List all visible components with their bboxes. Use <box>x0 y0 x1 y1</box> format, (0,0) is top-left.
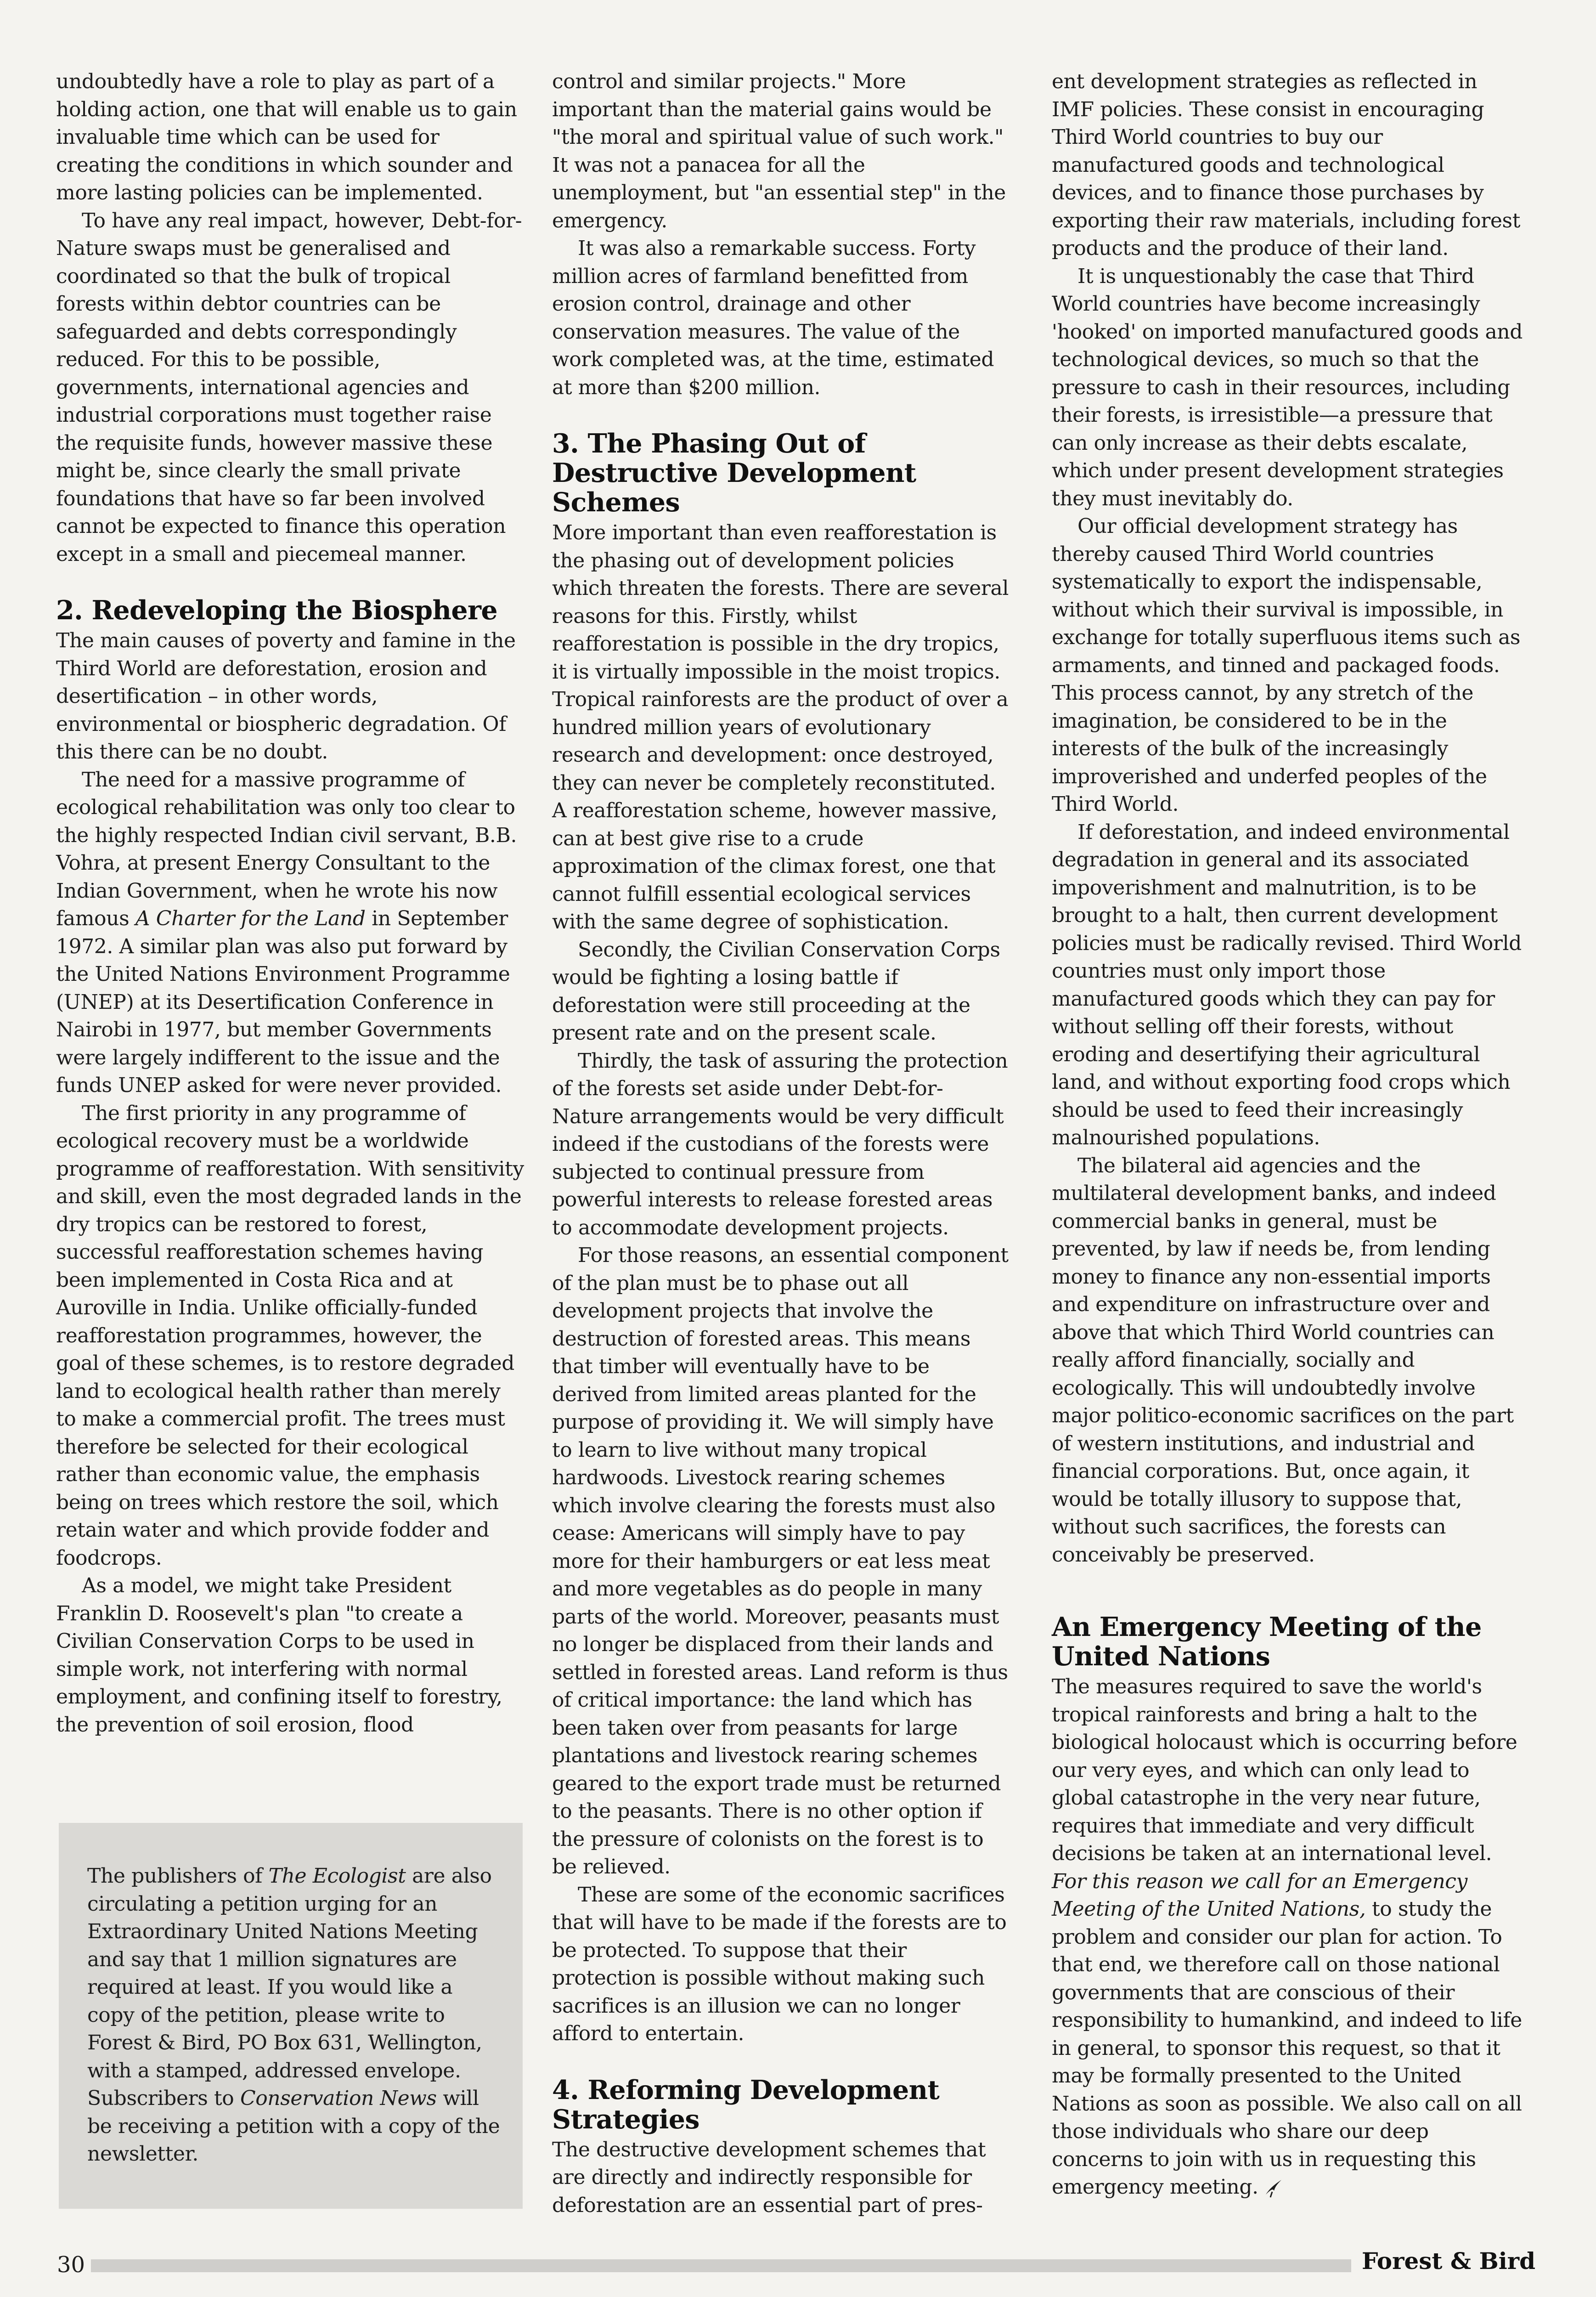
paragraph-essential-component: For those reasons, an essential component of the plan must be to phase out all development projects that involve the destruction of forested areas. This means that timber will eventually have to be derived from limited areas planted for the purpose of providing it. We will simply have to learn to live without many tropical hardwoods. Livestock rearing schemes which involve clearing the forests must also cease: Americans will simply have to pay more for their hamburgers or eat less meat and more vegetables as do people in many parts of the world. Moreover, peasants must no longer be displaced from their lands and settled in forested areas. Land reform is thus of critical importance: the land which has been taken over from peasants for large plantations and livestock rearing schemes geared to the export trade must be returned to the peasants. There is no other option if the pressure of colonists on the forest is to be relieved. <box>552 1244 1009 1878</box>
publication-title: The Ecologist <box>268 1864 406 1888</box>
paragraph-halt-deforestation: If deforestation, and indeed environmental degradation in general and its associated impoverishment and malnutrition, is to be brought to a halt, then current development policies must be radically revised. Third World countries must only import those manufactured goods which they can pay for without selling off their forests, without eroding and desertifying their agricultural land, and without exporting food crops which should be used to feed their increasingly malnourished populations. <box>1052 820 1522 1149</box>
heading-reforming-strategies: 4. Reforming Development Strategies <box>552 2074 940 2135</box>
text-run: are also circulating a petition urging for an Extraordinary United Nations Meeting and say that 1 million signatures are required at least. If you would like a copy of the petition, please write to Forest & Bird, PO Box 631, Wellington, with a stamped, addressed envelope. Subscribers to <box>87 1864 492 2110</box>
text-run: in September 1972. A similar plan was also put forward by the United Nations Environment Programme (UNEP) at its Desertification Conference in Nairobi in 1977, but member Governments were largely indifferent to the issue and the funds UNEP asked for were never provided. <box>56 907 510 1097</box>
heading-phasing-out: 3. The Phasing Out of Destructive Development Schemes <box>552 428 916 518</box>
paragraph-hooked: It is unquestionably the case that Third World countries have become increasingly 'hooked' on imported manufactured goods and technological devices, so much so that the pressure to cash in their resources, including their forests, is irresistible—a pressure that can only increase as their debts escalate, which under present development strategies they must inevitably do. <box>1052 264 1523 510</box>
paragraph-official-strategy: Our official development strategy has thereby caused Third World countries systematically to export the indispensable, without which their survival is impossible, in exchange for totally superfluous items such as armaments, and tinned and packaged foods. This process cannot, by any stretch of the imagination, be considered to be in the interests of the bulk of the increasingly improverished and underfed peoples of the Third World. <box>1052 515 1521 816</box>
text-run: The publishers of <box>87 1864 269 1888</box>
publication-brand: Forest & Bird <box>1362 2247 1536 2274</box>
footer-rule <box>91 2259 1351 2272</box>
paragraph-economic-sacrifices: These are some of the economic sacrifices that will have to be made if the forests are to be protected. To suppose that their protection is possible without making such sacrifices is an illusion we can no longer afford to entertain. <box>552 1883 1007 2045</box>
text-run: The measures required to save the world's tropical rainforests and bring a halt to the biological holocaust which is occurring before our very eyes, and which can only lead to global catastrophe in the very near future, requires that immediate and very difficult decisions be taken at an international level. <box>1052 1675 1517 1865</box>
paragraph-first-priority: The first priority in any programme of ecological recovery must be a worldwide programme of reafforestation. With sensitivity and skill, even the most degraded lands in the dry tropics can be restored to forest, successful reafforestation schemes having been implemented in Costa Rica and at Auroville in India. Unlike officially-funded reafforestation programmes, however, the goal of these schemes, is to restore degraded land to ecological health rather than merely to make a commercial profit. The trees must therefore be selected for their ecological rather than economic value, the emphasis being on trees which restore the soil, which retain water and which provide fodder and foodcrops. <box>56 1101 524 1570</box>
column-3 <box>1052 68 1525 2201</box>
paragraph-massive-programme <box>56 766 524 1100</box>
paragraph-phasing-out: More important than even reafforestation is the phasing out of development policies which threaten the forests. There are several reasons for this. Firstly, whilst reafforestation is possible in the dry tropics, it is virtually impossible in the moist tropics. Tropical rainforests are the product of over a hundred million years of evolutionary research and development: once destroyed, they can never be completely reconstituted. A reafforestation scheme, however massive, can at best give rise to a crude approximation of the climax forest, one that cannot fulfill essential ecological services with the same degree of sophistication. <box>552 521 1009 934</box>
book-title: A Charter for the Land <box>135 907 366 930</box>
paragraph-roosevelt-model: As a model, we might take President Franklin D. Roosevelt's plan "to create a Civilian Conservation Corps to be used in simple work, not interfering with normal employment, and confining itself to forestry, the prevention of soil erosion, flood <box>56 1574 502 1737</box>
text-run: will be receiving a petition with a copy of the newsletter. <box>87 2087 500 2166</box>
page-number: 30 <box>57 2252 85 2278</box>
paragraph-measures-required <box>1052 1673 1525 2201</box>
publication-title: Conservation News <box>240 2087 437 2110</box>
paragraph-thirdly: Thirdly, the task of assuring the protection of the forests set aside under Debt-for-Nature arrangements would be very difficult indeed if the custodians of the forests were subjected to continual pressure from powerful interests to release forested areas to accommodate development projects. <box>552 1049 1008 1239</box>
text-run: The need for a massive programme of ecological rehabilitation was only too clear to the highly respected Indian civil servant, B.B. Vohra, at present Energy Consultant to the Indian Government, when he wrote his now famous <box>56 768 517 930</box>
petition-sidebar-box <box>59 1823 523 2209</box>
paragraph-destructive-schemes: The destructive development schemes that are directly and indirectly responsible for deforestation are an essential part of pres- <box>552 2138 986 2217</box>
heading-redeveloping-biosphere: 2. Redeveloping the Biosphere <box>56 595 498 626</box>
heading-emergency-meeting: An Emergency Meeting of the United Nations <box>1052 1612 1482 1672</box>
emphasis-text: For this reason we call for an Emergency Meeting of the United Nations, <box>1052 1869 1467 1921</box>
paragraph-remarkable-success: It was also a remarkable success. Forty million acres of farmland benefitted from erosion control, drainage and other conservation measures. The value of the work completed was, at the time, estimated at more than $200 million. <box>552 237 994 399</box>
paragraph-secondly: Secondly, the Civilian Conservation Corps would be fighting a losing battle if deforestation were still proceeding at the present rate and on the present scale. <box>552 938 1000 1045</box>
sidebar-text <box>87 1862 501 2168</box>
paragraph-imf-policies: ent development strategies as reflected in IMF policies. These consist in encouraging Third World countries to buy our manufactured goods and technological devices, and to finance those purchases by exporting their raw materials, including forest products and the produce of their land. <box>1052 70 1520 260</box>
text-run: to study the problem and consider our plan for action. To that end, we therefore call on those national governments that are conscious of their responsibility to humankind, and indeed to life in general, to sponsor this request, so that it may be formally presented to the United Nations as soon as possible. We also call on all those individuals who share our deep concerns to join with us in requesting this emergency meeting. <box>1052 1897 1522 2199</box>
column-2 <box>552 68 1011 2219</box>
paragraph-real-impact: To have any real impact, however, Debt-for-Nature swaps must be generalised and coordinated so that the bulk of tropical forests within debtor countries can be safeguarded and debts correspondingly reduced. For this to be possible, governments, international agencies and industrial corporations must together raise the requisite funds, however massive these might be, since clearly the small private foundations that have so far been involved cannot be expected to finance this operation except in a small and piecemeal manner. <box>56 209 522 566</box>
paragraph-holding-action: undoubtedly have a role to play as part of a holding action, one that will enable us to gain invaluable time which can be used for creating the conditions in which sounder and more lasting policies can be implemented. <box>56 70 517 204</box>
column-1 <box>56 68 524 1739</box>
paragraph-main-causes: The main causes of poverty and famine in the Third World are deforestation, erosion and desertification – in other words, environmental or biospheric degradation. Of this there can be no doubt. <box>56 629 516 764</box>
paragraph-aid-agencies: The bilateral aid agencies and the multilateral development banks, and indeed commercial banks in general, must be prevented, by law if needs be, from lending money to finance any non-essential imports and expenditure on infrastructure over and above that which Third World countries can really afford financially, socially and ecologically. This will undoubtedly involve major politico-economic sacrifices on the part of western institutions, and industrial and financial corporations. But, once again, it would be totally illusory to suppose that, without such sacrifices, the forests can conceivably be preserved. <box>1052 1154 1514 1567</box>
bird-end-mark-icon <box>1263 2175 1284 2198</box>
paragraph-conservation-corps: control and similar projects." More important than the material gains would be "the moral and spiritual value of such work." It was not a panacea for all the unemployment, but "an essential step" in the emergency. <box>552 70 1006 232</box>
